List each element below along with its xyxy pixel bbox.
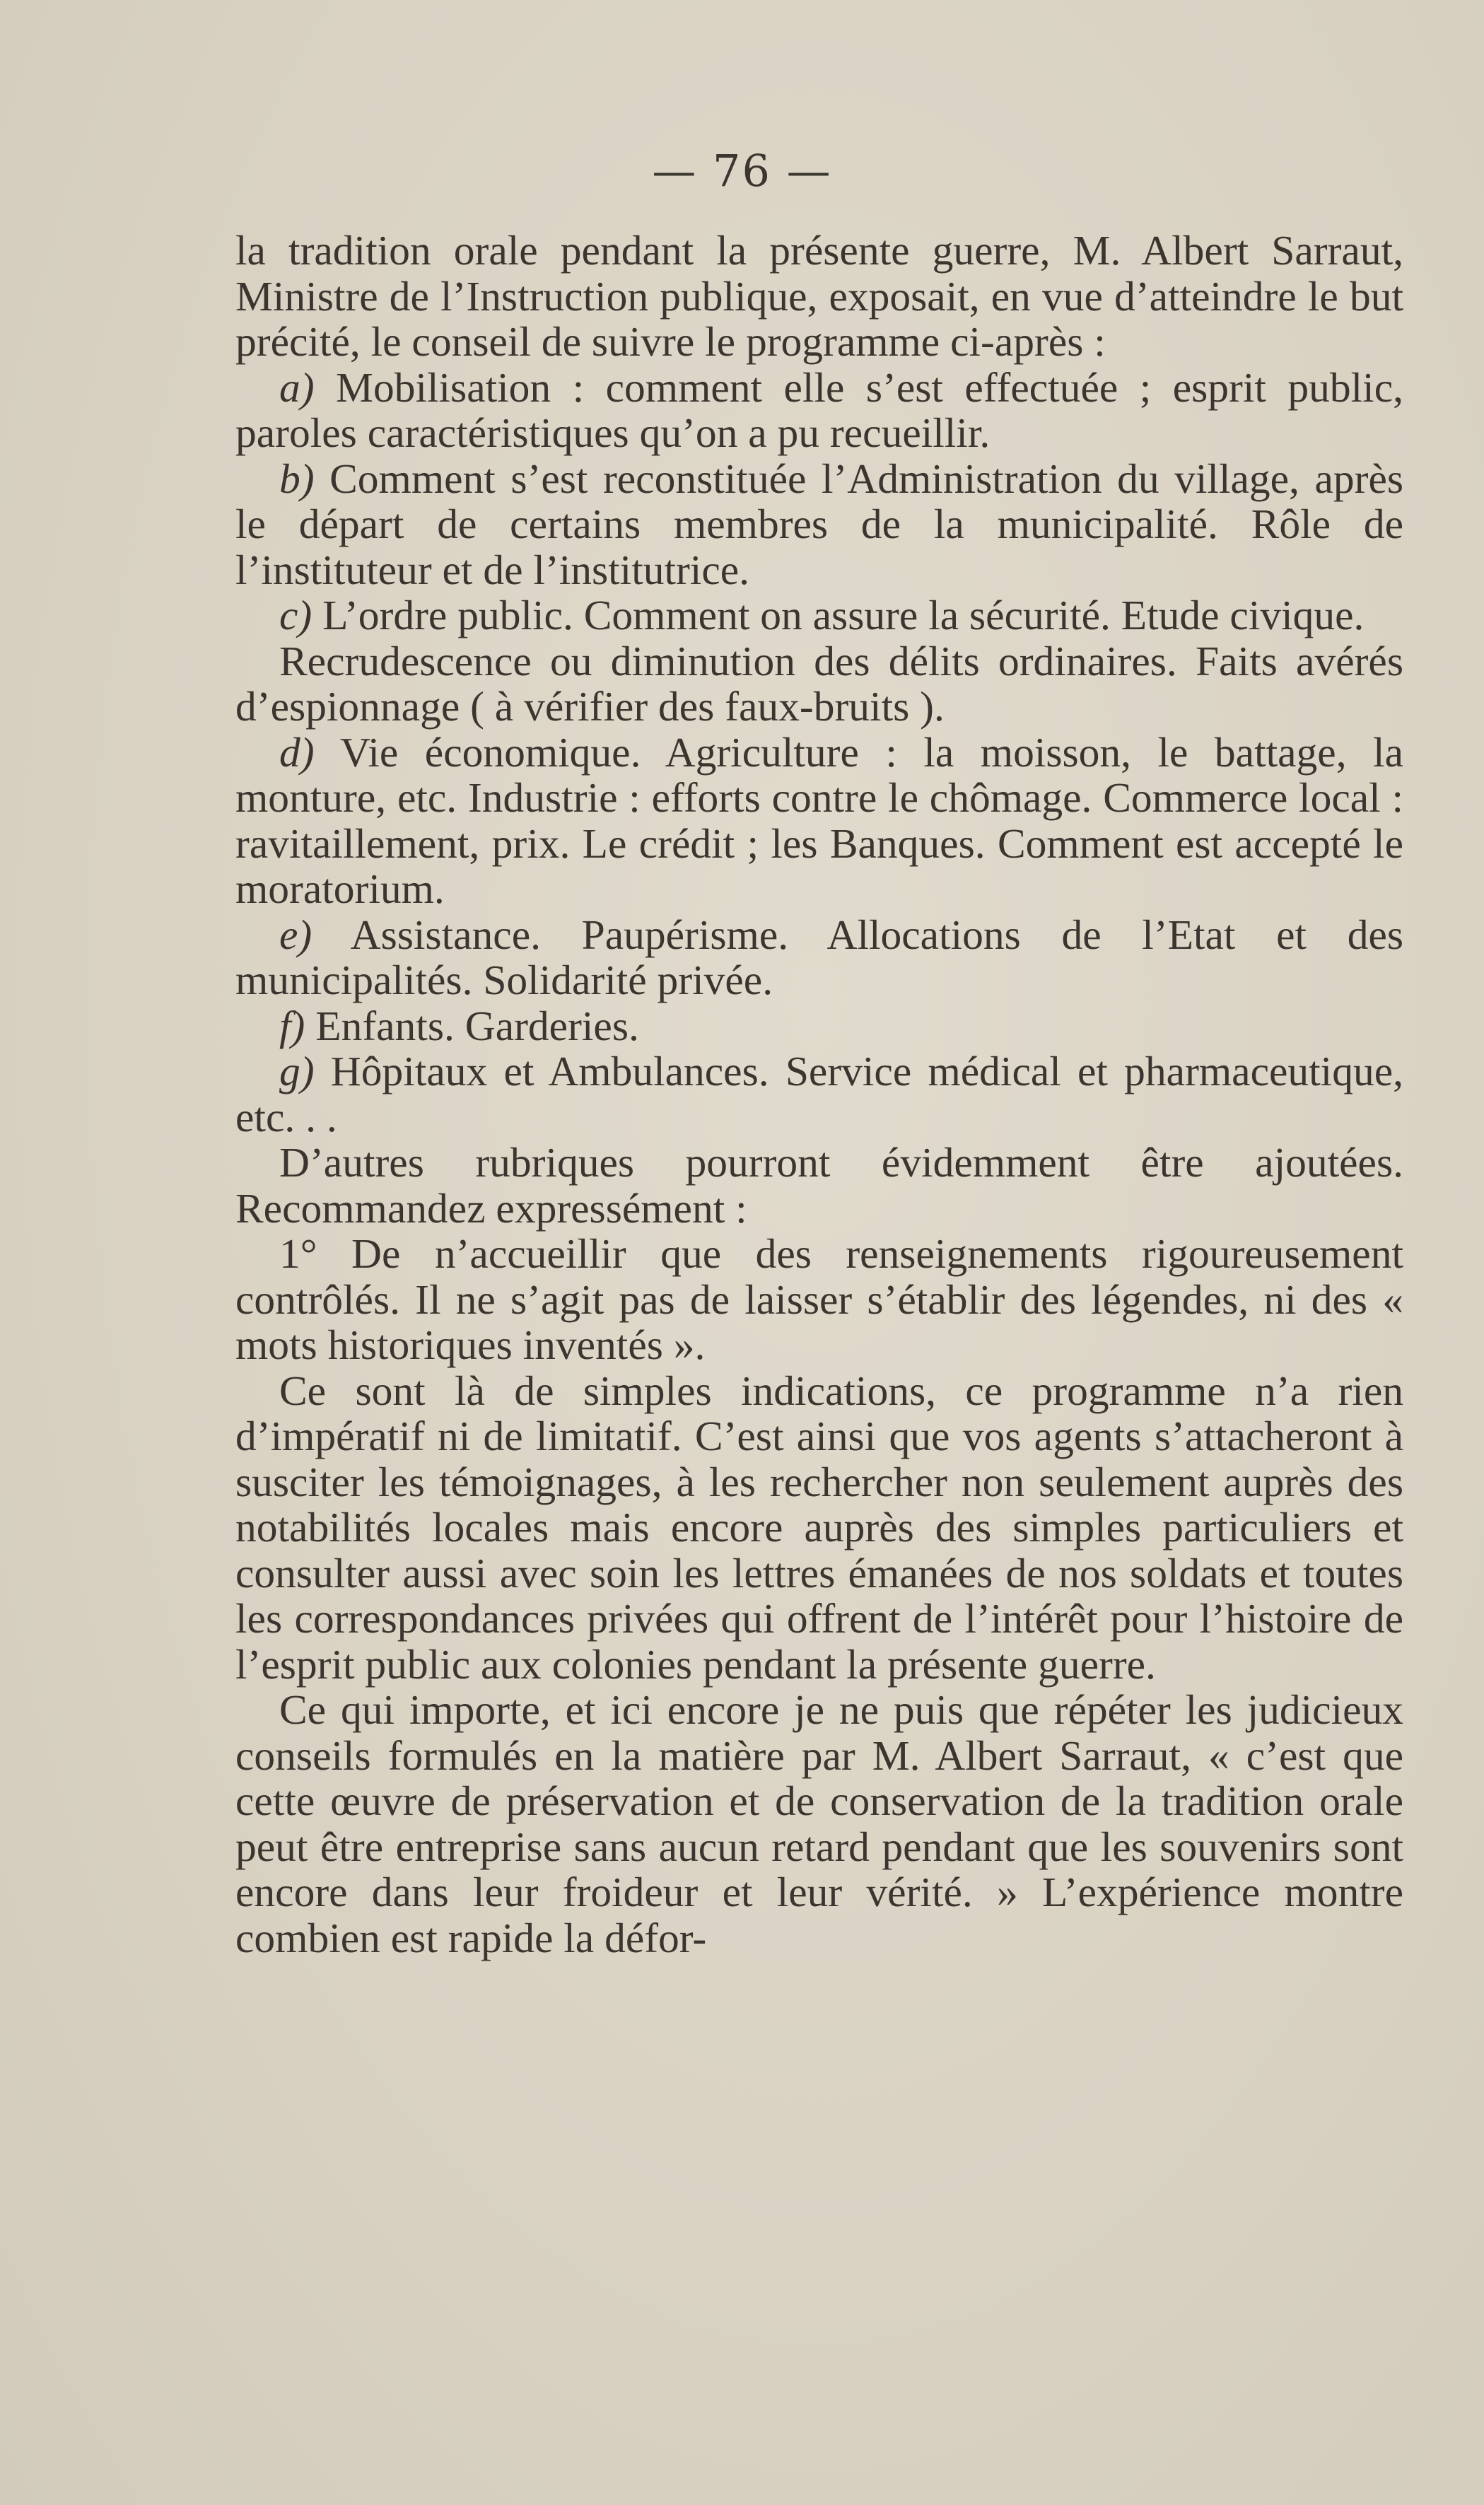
item-label: d) — [279, 728, 315, 776]
paragraph — [235, 1687, 1403, 1961]
paragraph-text: Recrudescence ou diminution des délits ordinaires. Faits avérés d’espionnage ( à vérifier des faux-bruits ). — [235, 637, 1403, 730]
item-label: e) — [279, 911, 312, 958]
page-number: — 76 — — [652, 145, 832, 197]
numbered-item-1 — [235, 1231, 1403, 1368]
item-text: De n’accueillir que des renseignements rigoureusement contrôlés. Il ne s’agit pas de laisser s’établir des légendes, ni des « mots historiques inventés ». — [235, 1230, 1404, 1368]
item-text: Hôpitaux et Ambulances. Service médical et pharmaceutique, etc. . . — [235, 1048, 1403, 1140]
list-item-a — [235, 365, 1403, 456]
item-label: 1° — [279, 1230, 317, 1277]
paragraph — [235, 1368, 1403, 1688]
paragraph — [235, 1140, 1403, 1231]
item-text: L’ordre public. Comment on assure la sécurité. Etude civique. — [322, 592, 1365, 638]
item-label: a) — [279, 363, 315, 411]
paragraph-text: Ce sont là de simples indications, ce programme n’a rien d’impératif ni de limitatif. C’est ainsi que vos agents s’attacheront à susciter les témoignages, à les rechercher non seulement auprès des notabilités locales mais encore auprès des simples particuliers et consulter aussi avec soin les lettres émanées de nos soldats et toutes les correspondances privées qui offrent de l’intérêt pour l’histoire de l’esprit public aux colonies pendant la présente guerre. — [235, 1367, 1403, 1688]
item-label: f) — [279, 1002, 305, 1049]
item-label: b) — [279, 455, 315, 502]
paragraph-text: la tradition orale pendant la présente guerre, M. Albert Sarraut, Ministre de l’Instruction publique, exposait, en vue d’atteindre le but précité, le conseil de suivre le programme ci-après : — [235, 227, 1403, 365]
body-text — [235, 228, 1403, 1961]
item-label: g) — [279, 1048, 315, 1094]
list-item-e — [235, 912, 1403, 1003]
list-item-g — [235, 1049, 1403, 1140]
item-text: Enfants. Garderies. — [315, 1002, 639, 1049]
item-label: c) — [279, 592, 312, 638]
item-text: Assistance. Paupérisme. Allocations de l’Etat et des municipalités. Solidarité privée. — [235, 911, 1404, 1003]
list-item-b — [235, 456, 1403, 593]
paragraph — [235, 228, 1403, 365]
item-text: Mobilisation : comment elle s’est effectuée ; esprit public, paroles caractéristiques qu’on a pu recueillir. — [235, 363, 1403, 456]
list-item-d — [235, 730, 1403, 912]
paragraph — [235, 638, 1403, 730]
list-item-f — [235, 1003, 1403, 1049]
paragraph-text: Ce qui importe, et ici encore je ne puis que répéter les judicieux conseils formulés en la matière par M. Albert Sarraut, « c’est que cette œuvre de préservation et de conservation de la tradition orale peut être entreprise sans aucun retard pendant que les souvenirs sont encore dans leur froideur et leur vérité. » L’expérience montre combien est rapide la défor- — [235, 1686, 1403, 1961]
paragraph-text: D’autres rubriques pourront évidemment être ajoutées. Recommandez expressément : — [235, 1139, 1403, 1232]
list-item-c — [235, 592, 1403, 638]
item-text: Comment s’est reconstituée l’Administration du village, après le départ de certains membres de la municipalité. Rôle de l’instituteur et de l’institutrice. — [235, 455, 1404, 593]
item-text: Vie économique. Agriculture : la moisson, le battage, la monture, etc. Industrie : efforts contre le chômage. Commerce local : ravitaillement, prix. Le crédit ; les Banques. Comment est accepté le moratorium. — [235, 728, 1403, 912]
